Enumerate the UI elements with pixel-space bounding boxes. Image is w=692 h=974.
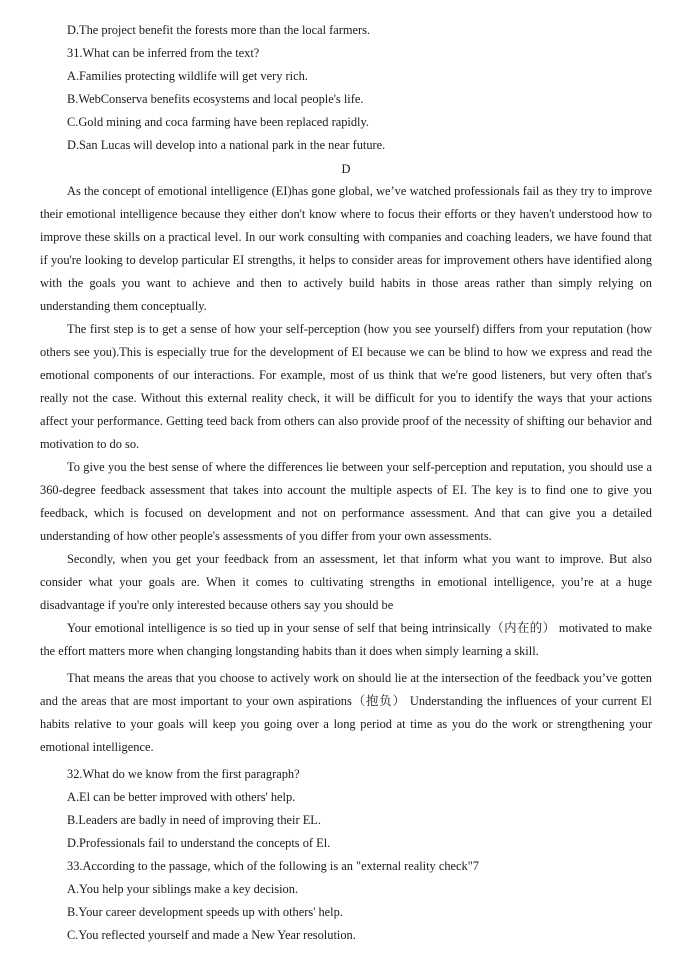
q30-option-d: D.The project benefit the forests more than the local farmers. (67, 23, 371, 37)
q31-option-a: A.Families protecting wildlife will get very rich. (67, 69, 308, 83)
passage-paragraph-4: Secondly, when you get your feedback from an assessment, let that inform what you want to improve. But also consider what your goals are. When it comes to cultivating strengths in emotional intelligence, you’re at a huge disadvantage if you're only interested because others say you should be (40, 552, 652, 612)
passage-paragraph-3: To give you the best sense of where the differences lie between your self-perception and reputation, you should use a 360-degree feedback assessment that takes into account the multiple aspects of EI. The key is to find one to give you feedback, which is focused on development and not on performance assessment. And that can give you a detailed understanding of how other people's assessments of you differ from your own assessments. (40, 460, 652, 543)
q33-option-c: C.You reflected yourself and made a New Year resolution. (67, 928, 356, 942)
q31-option-d: D.San Lucas will develop into a national park in the near future. (67, 138, 386, 152)
q32-option-b: B.Leaders are badly in need of improving their EL. (67, 813, 321, 827)
passage-paragraph-5: Your emotional intelligence is so tied up in your sense of self that being intrinsically（内在的） motivated to make the effort matters more when changing longstanding habits than it does when simply learning a skill. (40, 621, 652, 658)
passage-paragraph-6: That means the areas that you choose to actively work on should lie at the intersection of the feedback you’ve gotten and the areas that are most important to your own aspirations（抱负） Understanding the influences of your current El habits relative to your goals will keep you going over a long period at time as you do the work or strengthening your emotional intelligence. (40, 671, 652, 754)
q33-option-a: A.You help your siblings make a key decision. (67, 882, 299, 896)
q33-option-b: B.Your career development speeds up with others' help. (67, 905, 343, 919)
passage-paragraph-2: The first step is to get a sense of how your self-perception (how you see yourself) differs from your reputation (how others see you).This is especially true for the development of EI because we can be blind to how we express and read the emotional components of our interactions. For example, most of us think that we're good listeners, but very often that's really not the case. Without this external reality check, it will be difficult for you to identify the ways that your actions affect your performance. Getting teed back from others can also provide proof of the necessity of shifting our behavior and motivation to do so. (40, 322, 652, 451)
q32-stem: 32.What do we know from the first paragraph? (67, 767, 300, 781)
q32-option-d: D.Professionals fail to understand the concepts of El. (67, 836, 331, 850)
passage-paragraph-1: As the concept of emotional intelligence (EI)has gone global, we’ve watched professionals fail as they try to improve their emotional intelligence because they either don't know where to focus their efforts or they haven't understood how to improve these skills on a practical level. In our work consulting with companies and coaching leaders, we have found that if you're looking to develop particular EI strengths, it helps to consider areas for improvement others have identified along with the goals you want to achieve and then to actively build habits in those areas rather than simply relying on understanding them conceptually. (40, 184, 652, 313)
q31-option-c: C.Gold mining and coca farming have been replaced rapidly. (67, 115, 369, 129)
q33-stem: 33.According to the passage, which of the following is an "external reality check"7 (67, 859, 479, 873)
passage-letter: D (341, 162, 351, 176)
q31-option-b: B.WebConserva benefits ecosystems and local people's life. (67, 92, 364, 106)
q32-option-a: A.El can be better improved with others' help. (67, 790, 296, 804)
q31-stem: 31.What can be inferred from the text? (67, 46, 260, 60)
